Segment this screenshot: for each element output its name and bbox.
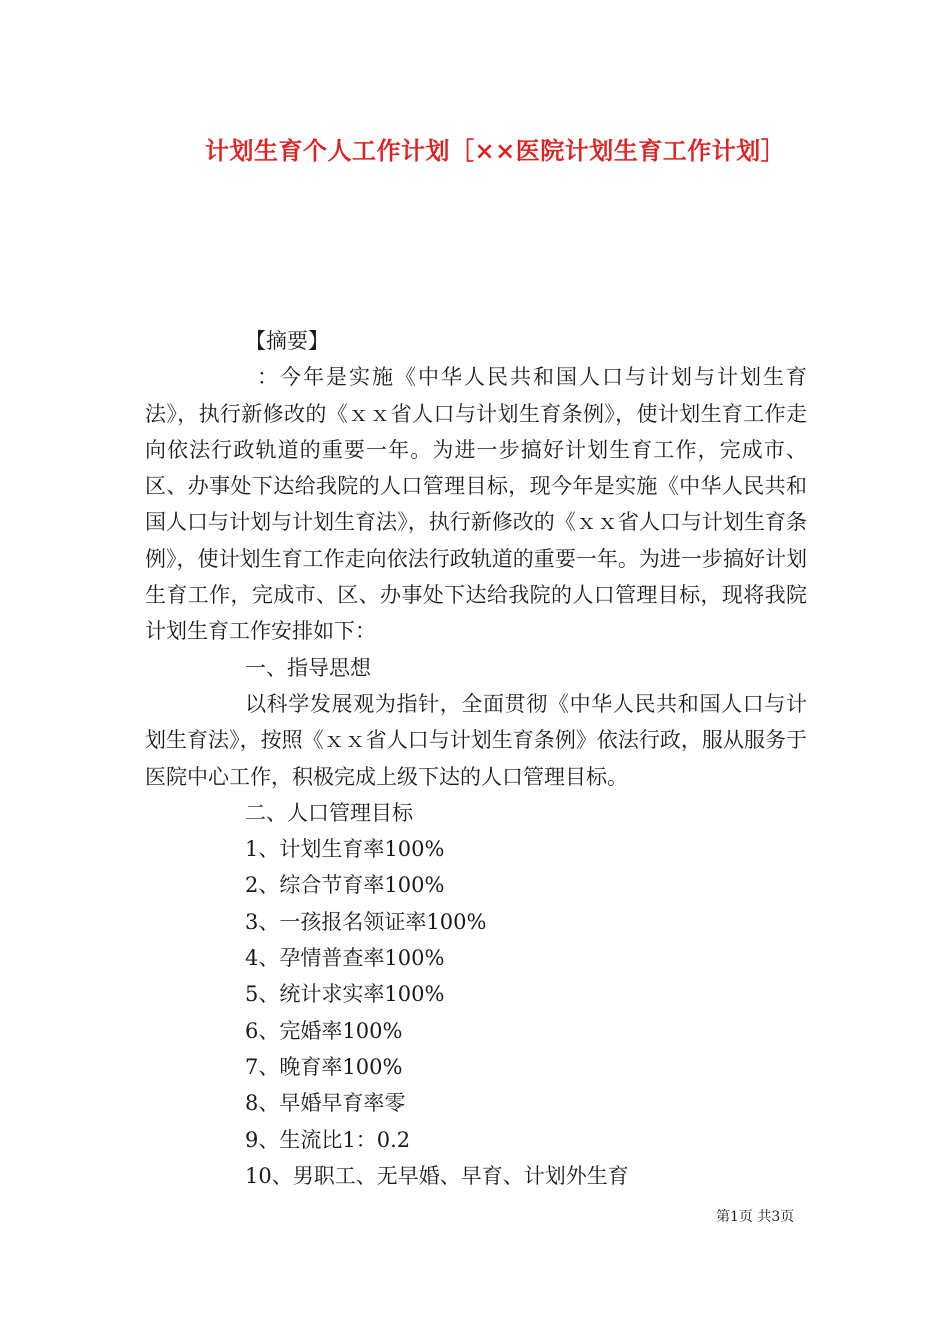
document-title: 计划生育个人工作计划［××医院计划生育工作计划］ xyxy=(205,136,786,165)
target-item: 4、孕情普查率100% xyxy=(245,946,445,971)
summary-heading: 【摘要】 xyxy=(245,329,329,353)
target-item: 10、男职工、无早婚、早育、计划外生育 xyxy=(245,1163,629,1188)
target-item: 7、晚育率100% xyxy=(245,1054,403,1079)
summary-paragraph: ：今年是实施《中华人民共和国人口与计划与计划生育法》，执行新修改的《ｘｘ省人口与计划生育条例》，使计划生育工作走向依法行政轨道的重要一年。为进一步搞好计划生育工作，完成市、区、办事处下达给我院的人口管理目标，现今年是实施《中华人民共和国人口与计划与计划生育法》，执行新修改的《ｘｘ省人口与计划生育条例》，使计划生育工作走向依法行政轨道的重要一年。为进一步搞好计划生育工作，完成市、区、办事处下达给我院的人口管理目标，现将我院计划生育工作安排如下： xyxy=(145,365,807,644)
target-item: 8、早婚早育率零 xyxy=(245,1091,406,1116)
target-item: 1、计划生育率100% xyxy=(245,837,445,862)
section-1-heading: 一、指导思想 xyxy=(245,655,371,680)
target-item: 5、统计求实率100% xyxy=(245,982,445,1007)
target-item: 2、综合节育率100% xyxy=(245,873,445,898)
target-item: 9、生流比1：0.2 xyxy=(245,1127,411,1152)
target-item: 6、完婚率100% xyxy=(245,1018,403,1043)
document-body xyxy=(145,323,807,1194)
page-number: 第1页 共3页 xyxy=(716,1209,795,1225)
target-item: 3、一孩报名领证率100% xyxy=(245,909,487,934)
section-2-heading: 二、人口管理目标 xyxy=(245,800,413,825)
section-1-paragraph: 以科学发展观为指针，全面贯彻《中华人民共和国人口与计划生育法》，按照《ｘｘ省人口与计划生育条例》依法行政，服从服务于医院中心工作，积极完成上级下达的人口管理目标。 xyxy=(145,691,807,789)
